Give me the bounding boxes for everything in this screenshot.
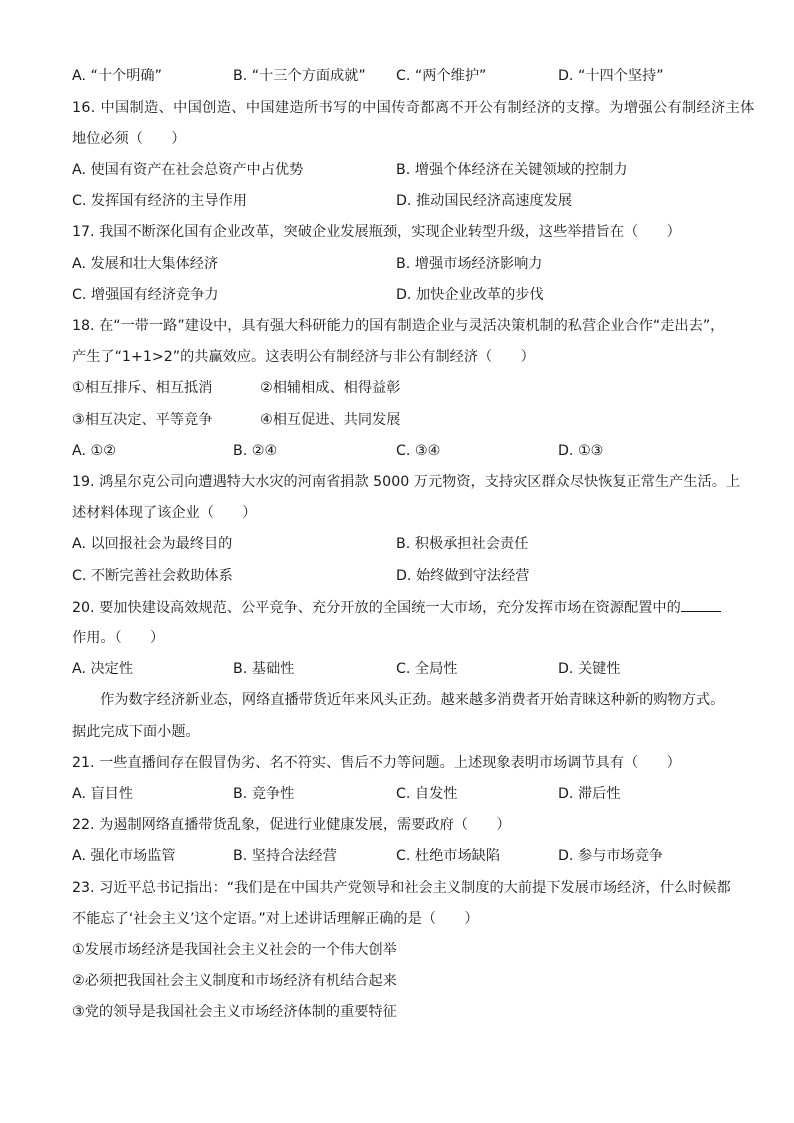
q18-statement-4: ④相互促进、共同发展: [260, 412, 401, 428]
q20-stem-line2: 作用。（ ）: [72, 630, 165, 646]
q20-option-b[interactable]: B. 基础性: [233, 661, 295, 677]
q23-statement-2: ②必须把我国社会主义制度和市场经济有机结合起来: [72, 973, 397, 989]
q21-stem: 21. 一些直播间存在假冒伪劣、名不符实、售后不力等问题。上述现象表明市场调节具有（ ）: [72, 755, 681, 771]
q18-statement-2: ②相辅相成、相得益彰: [260, 380, 401, 396]
passage-line2: 据此完成下面小题。: [72, 724, 200, 740]
q17-option-a[interactable]: A. 发展和壮大集体经济: [72, 256, 219, 272]
q16-option-d[interactable]: D. 推动国民经济高速度发展: [396, 193, 573, 209]
q19-option-d[interactable]: D. 始终做到守法经营: [396, 568, 530, 584]
q18-statement-3: ③相互决定、平等竞争: [72, 412, 213, 428]
q18-option-b[interactable]: B. ②④: [233, 443, 278, 459]
q20-stem-text: 20. 要加快建设高效规范、公平竞争、充分开放的全国统一大市场，充分发挥市场在资源配置中的: [72, 600, 681, 616]
q20-option-d[interactable]: D. 关键性: [558, 661, 621, 677]
q20-stem-line1: [72, 597, 721, 618]
q21-option-b[interactable]: B. 竞争性: [233, 786, 295, 802]
q23-statement-1: ①发展市场经济是我国社会主义社会的一个伟大创举: [72, 942, 397, 958]
q21-option-c[interactable]: C. 自发性: [396, 786, 458, 802]
q16-stem-line2: 地位必须（ ）: [72, 131, 186, 147]
q18-option-a[interactable]: A. ①②: [72, 443, 116, 459]
q18-option-c[interactable]: C. ③④: [396, 443, 441, 459]
q23-stem-line2: 不能忘了‘社会主义’这个定语。”对上述讲话理解正确的是（ ）: [72, 911, 479, 927]
q22-stem: 22. 为遏制网络直播带货乱象，促进行业健康发展，需要政府（ ）: [72, 817, 511, 833]
answer-blank[interactable]: [681, 597, 721, 612]
q23-statement-3: ③党的领导是我国社会主义市场经济体制的重要特征: [72, 1004, 397, 1020]
q18-stem-line2: 产生了“1+1>2”的共赢效应。这表明公有制经济与非公有制经济（ ）: [72, 349, 535, 365]
q17-stem: 17. 我国不断深化国有企业改革，突破企业发展瓶颈，实现企业转型升级，这些举措旨在（ ）: [72, 224, 681, 240]
q20-option-c[interactable]: C. 全局性: [396, 661, 458, 677]
q22-option-b[interactable]: B. 坚持合法经营: [233, 848, 337, 864]
q19-stem-line2: 述材料体现了该企业（ ）: [72, 505, 257, 521]
q22-option-a[interactable]: A. 强化市场监管: [72, 848, 176, 864]
q19-option-c[interactable]: C. 不断完善社会救助体系: [72, 568, 233, 584]
q15-option-a[interactable]: A. “十个明确”: [72, 68, 162, 84]
q15-option-d[interactable]: D. “十四个坚持”: [558, 68, 664, 84]
q18-stem-line1: 18. 在“一带一路”建设中，具有强大科研能力的国有制造企业与灵活决策机制的私营企业合作“走出去”，: [72, 318, 725, 334]
q15-option-b[interactable]: B. “十三个方面成就”: [233, 68, 366, 84]
q17-option-d[interactable]: D. 加快企业改革的步伐: [396, 287, 544, 303]
q17-option-b[interactable]: B. 增强市场经济影响力: [396, 256, 543, 272]
q19-stem-line1: 19. 鸿星尔克公司向遭遇特大水灾的河南省捐款 5000 万元物资，支持灾区群众尽快恢复正常生产生活。上: [72, 474, 741, 490]
q23-stem-line1: 23. 习近平总书记指出：“我们是在中国共产党领导和社会主义制度的大前提下发展市场经济，什么时候都: [72, 880, 731, 896]
q19-option-a[interactable]: A. 以回报社会为最终目的: [72, 536, 233, 552]
q22-option-d[interactable]: D. 参与市场竞争: [558, 848, 664, 864]
passage-line1: 作为数字经济新业态，网络直播带货近年来风头正劲。越来越多消费者开始青睐这种新的购物方式。: [100, 692, 725, 708]
q21-option-a[interactable]: A. 盲目性: [72, 786, 134, 802]
q21-option-d[interactable]: D. 滞后性: [558, 786, 621, 802]
q15-option-c[interactable]: C. “两个维护”: [396, 68, 487, 84]
q16-option-c[interactable]: C. 发挥国有经济的主导作用: [72, 193, 247, 209]
q18-option-d[interactable]: D. ①③: [558, 443, 604, 459]
q16-option-a[interactable]: A. 使国有资产在社会总资产中占优势: [72, 162, 304, 178]
q17-option-c[interactable]: C. 增强国有经济竞争力: [72, 287, 219, 303]
q16-option-b[interactable]: B. 增强个体经济在关键领域的控制力: [396, 162, 628, 178]
q16-stem-line1: 16. 中国制造、中国创造、中国建造所书写的中国传奇都离不开公有制经济的支撑。为增强公有制经济主体: [72, 100, 755, 116]
q20-option-a[interactable]: A. 决定性: [72, 661, 134, 677]
q18-statement-1: ①相互排斥、相互抵消: [72, 380, 213, 396]
q22-option-c[interactable]: C. 杜绝市场缺陷: [396, 848, 501, 864]
q19-option-b[interactable]: B. 积极承担社会责任: [396, 536, 529, 552]
